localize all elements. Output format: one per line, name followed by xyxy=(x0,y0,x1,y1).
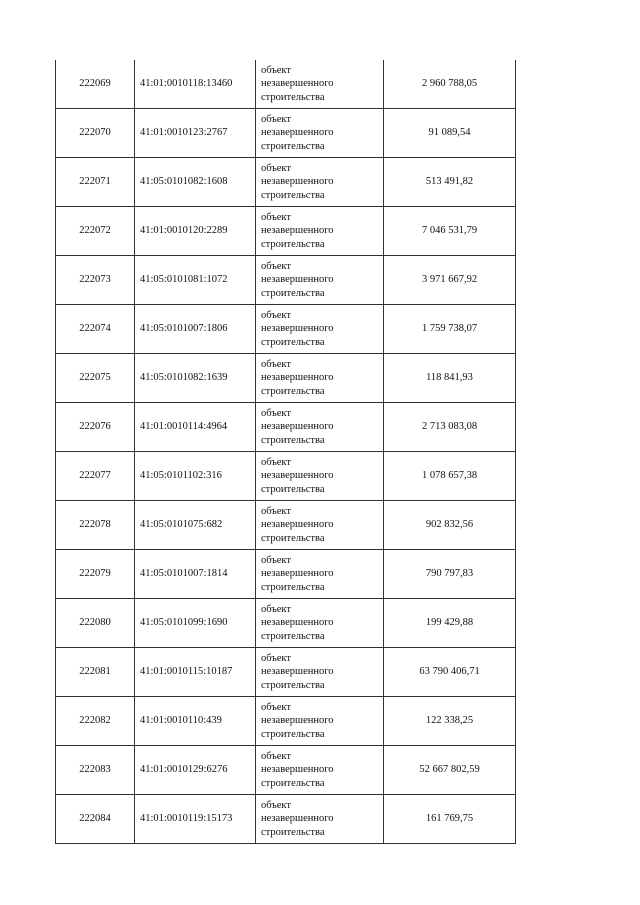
object-type-line: объект xyxy=(261,554,291,566)
cadastral-value-cell: 7 046 531,79 xyxy=(384,207,516,256)
cadastral-number-cell: 41:01:0010123:2767 xyxy=(135,109,256,158)
object-type-line: незавершенного xyxy=(261,225,334,237)
object-type-line: объект xyxy=(261,652,291,664)
object-type-line: строительства xyxy=(261,189,325,201)
registry-table-body xyxy=(56,60,516,844)
object-type-line: объект xyxy=(261,309,291,321)
object-type-line: незавершенного xyxy=(261,764,334,776)
cadastral-number-cell: 41:05:0101099:1690 xyxy=(135,599,256,648)
table-row xyxy=(56,795,516,844)
table-row xyxy=(56,550,516,599)
object-type-line: объект xyxy=(261,113,291,125)
table-row xyxy=(56,354,516,403)
row-number-cell: 222070 xyxy=(56,109,135,158)
cadastral-number-cell: 41:05:0101082:1608 xyxy=(135,158,256,207)
table-row xyxy=(56,452,516,501)
table-row xyxy=(56,599,516,648)
cadastral-value-cell: 91 089,54 xyxy=(384,109,516,158)
object-type-line: незавершенного xyxy=(261,176,334,188)
object-type-line: объект xyxy=(261,407,291,419)
cadastral-number-cell: 41:01:0010110:439 xyxy=(135,697,256,746)
object-type-cell xyxy=(256,158,384,207)
table-row xyxy=(56,207,516,256)
object-type-line: объект xyxy=(261,750,291,762)
row-number-cell: 222077 xyxy=(56,452,135,501)
object-type-line: незавершенного xyxy=(261,323,334,335)
cadastral-value-cell: 199 429,88 xyxy=(384,599,516,648)
object-type-cell xyxy=(256,795,384,844)
cadastral-number-cell: 41:01:0010114:4964 xyxy=(135,403,256,452)
cadastral-number-cell: 41:05:0101082:1639 xyxy=(135,354,256,403)
table-row xyxy=(56,256,516,305)
object-type-line: незавершенного xyxy=(261,617,334,629)
object-type-line: объект xyxy=(261,603,291,615)
object-type-line: строительства xyxy=(261,287,325,299)
object-type-cell xyxy=(256,550,384,599)
cadastral-value-cell: 513 491,82 xyxy=(384,158,516,207)
object-type-line: незавершенного xyxy=(261,421,334,433)
cadastral-number-cell: 41:05:0101007:1814 xyxy=(135,550,256,599)
cadastral-number-cell: 41:01:0010118:13460 xyxy=(135,60,256,109)
object-type-line: объект xyxy=(261,358,291,370)
row-number-cell: 222082 xyxy=(56,697,135,746)
row-number-cell: 222073 xyxy=(56,256,135,305)
object-type-line: строительства xyxy=(261,140,325,152)
cadastral-number-cell: 41:05:0101102:316 xyxy=(135,452,256,501)
table-row xyxy=(56,501,516,550)
object-type-line: строительства xyxy=(261,679,325,691)
object-type-line: строительства xyxy=(261,532,325,544)
cadastral-value-cell: 161 769,75 xyxy=(384,795,516,844)
object-type-cell xyxy=(256,746,384,795)
object-type-line: объект xyxy=(261,162,291,174)
object-type-cell xyxy=(256,599,384,648)
object-type-line: незавершенного xyxy=(261,813,334,825)
object-type-line: незавершенного xyxy=(261,715,334,727)
object-type-line: незавершенного xyxy=(261,372,334,384)
cadastral-number-cell: 41:05:0101075:682 xyxy=(135,501,256,550)
row-number-cell: 222084 xyxy=(56,795,135,844)
object-type-cell xyxy=(256,501,384,550)
row-number-cell: 222075 xyxy=(56,354,135,403)
cadastral-number-cell: 41:05:0101081:1072 xyxy=(135,256,256,305)
row-number-cell: 222078 xyxy=(56,501,135,550)
object-type-line: объект xyxy=(261,64,291,76)
object-type-cell xyxy=(256,207,384,256)
table-row xyxy=(56,697,516,746)
object-type-line: строительства xyxy=(261,336,325,348)
object-type-line: строительства xyxy=(261,581,325,593)
cadastral-value-cell: 118 841,93 xyxy=(384,354,516,403)
cadastral-number-cell: 41:05:0101007:1806 xyxy=(135,305,256,354)
cadastral-number-cell: 41:01:0010120:2289 xyxy=(135,207,256,256)
object-type-line: строительства xyxy=(261,826,325,838)
object-type-line: строительства xyxy=(261,728,325,740)
cadastral-value-cell: 2 713 083,08 xyxy=(384,403,516,452)
table-row xyxy=(56,158,516,207)
object-type-cell xyxy=(256,648,384,697)
object-type-line: незавершенного xyxy=(261,274,334,286)
cadastral-value-cell: 902 832,56 xyxy=(384,501,516,550)
object-type-line: строительства xyxy=(261,777,325,789)
row-number-cell: 222076 xyxy=(56,403,135,452)
object-type-line: строительства xyxy=(261,238,325,250)
row-number-cell: 222081 xyxy=(56,648,135,697)
object-type-cell xyxy=(256,354,384,403)
cadastral-value-cell: 790 797,83 xyxy=(384,550,516,599)
row-number-cell: 222080 xyxy=(56,599,135,648)
registry-table xyxy=(55,60,516,844)
object-type-line: объект xyxy=(261,260,291,272)
cadastral-value-cell: 1 078 657,38 xyxy=(384,452,516,501)
row-number-cell: 222069 xyxy=(56,60,135,109)
object-type-line: строительства xyxy=(261,630,325,642)
cadastral-value-cell: 122 338,25 xyxy=(384,697,516,746)
object-type-line: незавершенного xyxy=(261,78,334,90)
row-number-cell: 222079 xyxy=(56,550,135,599)
object-type-cell xyxy=(256,452,384,501)
row-number-cell: 222083 xyxy=(56,746,135,795)
object-type-cell xyxy=(256,403,384,452)
cadastral-value-cell: 3 971 667,92 xyxy=(384,256,516,305)
table-row xyxy=(56,305,516,354)
cadastral-number-cell: 41:01:0010129:6276 xyxy=(135,746,256,795)
object-type-cell xyxy=(256,256,384,305)
row-number-cell: 222074 xyxy=(56,305,135,354)
object-type-line: незавершенного xyxy=(261,470,334,482)
table-row xyxy=(56,648,516,697)
object-type-line: объект xyxy=(261,505,291,517)
table-row xyxy=(56,403,516,452)
object-type-line: незавершенного xyxy=(261,568,334,580)
table-row xyxy=(56,109,516,158)
table-row xyxy=(56,746,516,795)
cadastral-value-cell: 1 759 738,07 xyxy=(384,305,516,354)
object-type-line: объект xyxy=(261,211,291,223)
object-type-cell xyxy=(256,60,384,109)
object-type-cell xyxy=(256,305,384,354)
object-type-cell xyxy=(256,697,384,746)
object-type-line: объект xyxy=(261,799,291,811)
object-type-line: объект xyxy=(261,456,291,468)
object-type-line: объект xyxy=(261,701,291,713)
cadastral-number-cell: 41:01:0010119:15173 xyxy=(135,795,256,844)
object-type-line: незавершенного xyxy=(261,519,334,531)
object-type-line: строительства xyxy=(261,483,325,495)
cadastral-value-cell: 2 960 788,05 xyxy=(384,60,516,109)
row-number-cell: 222072 xyxy=(56,207,135,256)
object-type-line: незавершенного xyxy=(261,666,334,678)
object-type-line: строительства xyxy=(261,385,325,397)
object-type-line: строительства xyxy=(261,434,325,446)
cadastral-value-cell: 52 667 802,59 xyxy=(384,746,516,795)
table-row xyxy=(56,60,516,109)
object-type-line: строительства xyxy=(261,91,325,103)
object-type-line: незавершенного xyxy=(261,127,334,139)
object-type-cell xyxy=(256,109,384,158)
cadastral-number-cell: 41:01:0010115:10187 xyxy=(135,648,256,697)
row-number-cell: 222071 xyxy=(56,158,135,207)
cadastral-value-cell: 63 790 406,71 xyxy=(384,648,516,697)
